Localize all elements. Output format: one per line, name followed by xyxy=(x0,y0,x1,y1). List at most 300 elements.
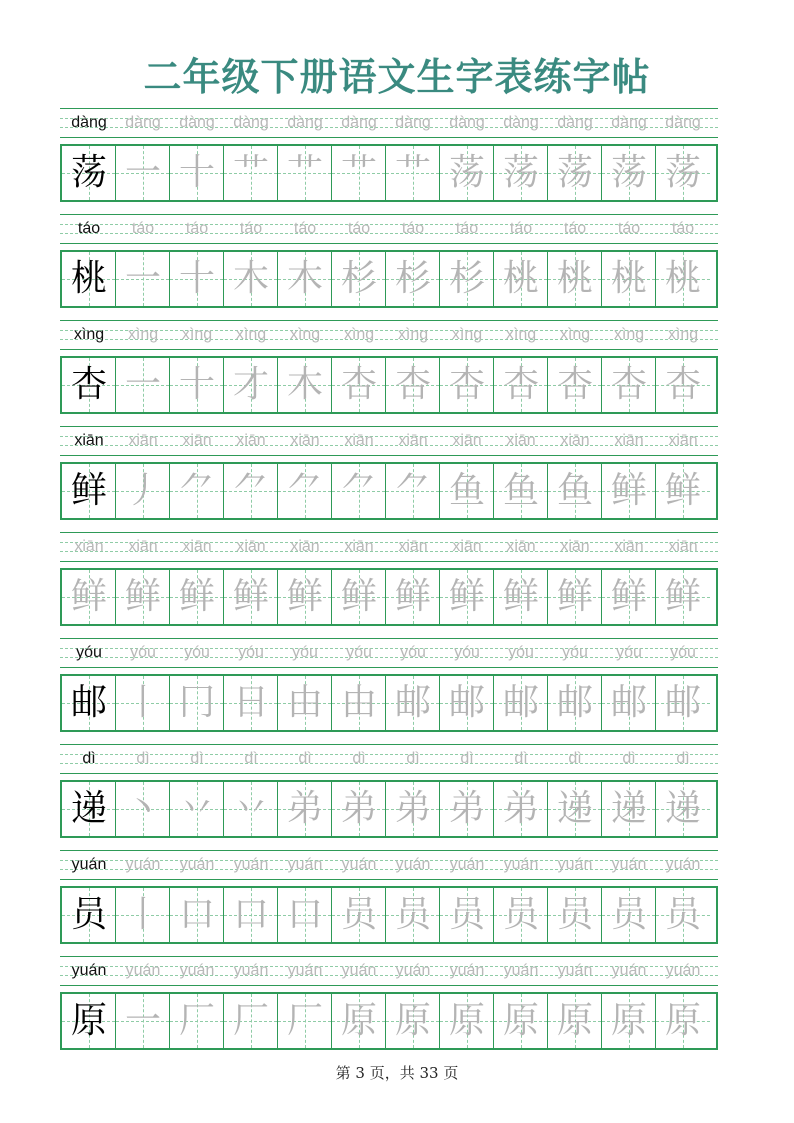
pinyin-trace: xiān xyxy=(74,538,104,555)
pinyin-trace: xiān xyxy=(398,432,428,449)
grid-cell[interactable] xyxy=(62,464,116,518)
grid-cell[interactable] xyxy=(386,888,440,942)
trace-character: 十 xyxy=(178,258,215,299)
trace-character: 原 xyxy=(502,1000,539,1041)
trace-character: 杉 xyxy=(394,258,431,299)
trace-character: 鱼 xyxy=(448,470,485,511)
pinyin-model: xiān xyxy=(74,432,104,449)
practice-row xyxy=(60,638,718,744)
grid-cell[interactable] xyxy=(494,358,548,412)
pinyin-trace: yuán xyxy=(665,856,701,873)
grid-cell[interactable] xyxy=(386,570,440,624)
grid-cell[interactable] xyxy=(170,570,224,624)
model-character: 荡 xyxy=(70,152,107,193)
grid-cell[interactable] xyxy=(494,994,548,1048)
grid-cell[interactable] xyxy=(548,782,602,836)
trace-character: 一 xyxy=(124,364,161,405)
tianzige-grid xyxy=(60,674,718,732)
practice-row xyxy=(60,532,718,638)
grid-cell[interactable] xyxy=(494,252,548,306)
trace-character: 厂 xyxy=(286,1000,323,1041)
pinyin-trace: dàng xyxy=(449,114,485,131)
pinyin-trace: yóu xyxy=(184,644,210,661)
trace-character: 荡 xyxy=(502,152,539,193)
trace-character: 杏 xyxy=(664,364,701,405)
pinyin-trace: yuán xyxy=(287,962,323,979)
grid-cell[interactable] xyxy=(332,464,386,518)
grid-cell[interactable] xyxy=(116,994,170,1048)
model-character: 原 xyxy=(70,1000,107,1041)
pinyin-trace: yuán xyxy=(233,856,269,873)
trace-character: 艹 xyxy=(286,152,323,193)
grid-cell[interactable] xyxy=(116,888,170,942)
grid-cell[interactable] xyxy=(62,994,116,1048)
grid-cell[interactable] xyxy=(62,252,116,306)
grid-cell[interactable] xyxy=(494,146,548,200)
grid-cell[interactable] xyxy=(602,358,656,412)
grid-cell[interactable] xyxy=(602,146,656,200)
trace-character: 递 xyxy=(664,788,701,829)
pinyin-trace: dì xyxy=(406,750,420,767)
trace-character: 冂 xyxy=(178,682,215,723)
trace-character: 杉 xyxy=(448,258,485,299)
pinyin-trace: yóu xyxy=(562,644,588,661)
grid-cell[interactable] xyxy=(440,146,494,200)
pinyin-trace: xiān xyxy=(128,538,158,555)
pinyin-trace: dàng xyxy=(503,114,539,131)
practice-row xyxy=(60,426,718,532)
pinyin-trace: xiān xyxy=(344,538,374,555)
grid-cell[interactable] xyxy=(602,252,656,306)
grid-cell[interactable] xyxy=(170,464,224,518)
pinyin-trace: táo xyxy=(671,220,695,237)
grid-cell[interactable] xyxy=(386,676,440,730)
trace-character: 十 xyxy=(178,152,215,193)
trace-character: 丨 xyxy=(124,682,161,723)
grid-cell[interactable] xyxy=(170,994,224,1048)
pinyin-trace: yóu xyxy=(454,644,480,661)
trace-character: 弟 xyxy=(394,788,431,829)
trace-character: 原 xyxy=(556,1000,593,1041)
pinyin-trace: dàng xyxy=(287,114,323,131)
pinyin-trace: xiān xyxy=(344,432,374,449)
model-character: 递 xyxy=(70,788,107,829)
trace-character: 邮 xyxy=(448,682,485,723)
pinyin-trace: táo xyxy=(131,220,155,237)
trace-character: 邮 xyxy=(610,682,647,723)
grid-cell[interactable] xyxy=(386,252,440,306)
pinyin-trace: yuán xyxy=(233,962,269,979)
pinyin-trace: xiān xyxy=(128,432,158,449)
pinyin-trace: yuán xyxy=(395,962,431,979)
trace-character: ⺈ xyxy=(178,470,215,511)
trace-character: 由 xyxy=(286,682,323,723)
grid-cell[interactable] xyxy=(440,464,494,518)
grid-cell[interactable] xyxy=(62,888,116,942)
model-character: 鲜 xyxy=(70,470,107,511)
grid-cell[interactable] xyxy=(656,676,710,730)
pinyin-trace: xìng xyxy=(343,326,375,343)
trace-character: 口 xyxy=(286,894,323,935)
grid-cell[interactable] xyxy=(656,358,710,412)
pinyin-trace: yóu xyxy=(346,644,372,661)
pinyin-trace: xìng xyxy=(397,326,429,343)
pinyin-band xyxy=(60,638,718,668)
grid-cell[interactable] xyxy=(332,358,386,412)
pinyin-trace: yuán xyxy=(179,856,215,873)
trace-character: 厂 xyxy=(232,1000,269,1041)
pinyin-trace: xiān xyxy=(614,538,644,555)
trace-character: 鲜 xyxy=(664,576,701,617)
pinyin-trace: yóu xyxy=(400,644,426,661)
pinyin-trace: dàng xyxy=(665,114,701,131)
grid-cell[interactable] xyxy=(386,358,440,412)
trace-character: 鱼 xyxy=(556,470,593,511)
pinyin-trace: yuán xyxy=(341,962,377,979)
grid-cell[interactable] xyxy=(332,676,386,730)
grid-cell[interactable] xyxy=(656,252,710,306)
trace-character: 递 xyxy=(610,788,647,829)
grid-cell[interactable] xyxy=(170,358,224,412)
pinyin-trace: táo xyxy=(563,220,587,237)
grid-cell[interactable] xyxy=(656,782,710,836)
grid-cell[interactable] xyxy=(224,252,278,306)
trace-character: 丿 xyxy=(124,470,161,511)
trace-character: 邮 xyxy=(394,682,431,723)
pinyin-trace: dì xyxy=(136,750,150,767)
pinyin-trace: xìng xyxy=(127,326,159,343)
trace-character: 原 xyxy=(610,1000,647,1041)
trace-character: 原 xyxy=(340,1000,377,1041)
pinyin-trace: yóu xyxy=(292,644,318,661)
trace-character: 桃 xyxy=(502,258,539,299)
trace-character: 由 xyxy=(340,682,377,723)
trace-character: 丷 xyxy=(178,788,215,829)
pinyin-trace: yuán xyxy=(395,856,431,873)
grid-cell[interactable] xyxy=(656,994,710,1048)
grid-cell[interactable] xyxy=(656,888,710,942)
trace-character: 鲜 xyxy=(394,576,431,617)
trace-character: 口 xyxy=(232,894,269,935)
grid-cell[interactable] xyxy=(224,676,278,730)
pinyin-trace: dàng xyxy=(125,114,161,131)
trace-character: 递 xyxy=(556,788,593,829)
grid-cell[interactable] xyxy=(116,358,170,412)
trace-character: 杏 xyxy=(610,364,647,405)
trace-character: 鲜 xyxy=(556,576,593,617)
trace-character: 邮 xyxy=(664,682,701,723)
grid-cell[interactable] xyxy=(494,570,548,624)
grid-cell[interactable] xyxy=(116,570,170,624)
trace-character: ⺈ xyxy=(394,470,431,511)
trace-character: 弟 xyxy=(502,788,539,829)
grid-cell[interactable] xyxy=(224,888,278,942)
grid-cell[interactable] xyxy=(116,146,170,200)
grid-cell[interactable] xyxy=(548,994,602,1048)
tianzige-grid xyxy=(60,886,718,944)
pinyin-trace: táo xyxy=(401,220,425,237)
grid-cell[interactable] xyxy=(224,994,278,1048)
grid-cell[interactable] xyxy=(224,358,278,412)
pinyin-trace: xiān xyxy=(668,538,698,555)
pinyin-trace: yuán xyxy=(449,856,485,873)
grid-cell[interactable] xyxy=(332,994,386,1048)
pinyin-band xyxy=(60,108,718,138)
grid-cell[interactable] xyxy=(494,888,548,942)
grid-cell[interactable] xyxy=(386,464,440,518)
trace-character: 员 xyxy=(340,894,377,935)
trace-character: 丶 xyxy=(124,788,161,829)
pinyin-model: yuán xyxy=(71,962,107,979)
pinyin-trace: yóu xyxy=(130,644,156,661)
pinyin-trace: xiān xyxy=(182,538,212,555)
trace-character: 丨 xyxy=(124,894,161,935)
pinyin-trace: yuán xyxy=(341,856,377,873)
pinyin-trace: xiān xyxy=(560,432,590,449)
trace-character: 原 xyxy=(664,1000,701,1041)
pinyin-trace: xiān xyxy=(236,538,266,555)
grid-cell[interactable] xyxy=(602,464,656,518)
grid-cell[interactable] xyxy=(278,888,332,942)
pinyin-trace: dì xyxy=(298,750,312,767)
pinyin-trace: xìng xyxy=(613,326,645,343)
pinyin-model: táo xyxy=(77,220,101,237)
grid-cell[interactable] xyxy=(548,146,602,200)
grid-cell[interactable] xyxy=(116,464,170,518)
grid-cell[interactable] xyxy=(332,888,386,942)
grid-cell[interactable] xyxy=(278,464,332,518)
grid-cell[interactable] xyxy=(656,570,710,624)
pinyin-trace: dì xyxy=(568,750,582,767)
grid-cell[interactable] xyxy=(278,994,332,1048)
grid-cell[interactable] xyxy=(386,146,440,200)
grid-cell[interactable] xyxy=(494,782,548,836)
pinyin-trace: xiān xyxy=(560,538,590,555)
grid-cell[interactable] xyxy=(440,676,494,730)
grid-cell[interactable] xyxy=(116,676,170,730)
grid-cell[interactable] xyxy=(224,146,278,200)
grid-cell[interactable] xyxy=(548,358,602,412)
grid-cell[interactable] xyxy=(116,252,170,306)
pinyin-trace: yuán xyxy=(611,856,647,873)
grid-cell[interactable] xyxy=(602,782,656,836)
model-character: 员 xyxy=(70,894,107,935)
grid-cell[interactable] xyxy=(602,570,656,624)
trace-character: 一 xyxy=(124,152,161,193)
trace-character: 员 xyxy=(556,894,593,935)
pinyin-trace: xìng xyxy=(181,326,213,343)
grid-cell[interactable] xyxy=(278,782,332,836)
grid-cell[interactable] xyxy=(332,782,386,836)
practice-row xyxy=(60,956,718,1062)
grid-cell[interactable] xyxy=(170,252,224,306)
grid-cell[interactable] xyxy=(494,676,548,730)
tianzige-grid xyxy=(60,462,718,520)
trace-character: 杏 xyxy=(448,364,485,405)
trace-character: 一 xyxy=(124,258,161,299)
trace-character: 桃 xyxy=(664,258,701,299)
pinyin-trace: táo xyxy=(455,220,479,237)
grid-cell[interactable] xyxy=(332,570,386,624)
grid-cell[interactable] xyxy=(602,888,656,942)
trace-character: 鲜 xyxy=(448,576,485,617)
pinyin-trace: dì xyxy=(244,750,258,767)
pinyin-model: yóu xyxy=(76,644,102,661)
pinyin-trace: dàng xyxy=(233,114,269,131)
trace-character: 一 xyxy=(124,1000,161,1041)
grid-cell[interactable] xyxy=(278,570,332,624)
pinyin-trace: yuán xyxy=(557,962,593,979)
grid-cell[interactable] xyxy=(332,252,386,306)
trace-character: 丷 xyxy=(232,788,269,829)
trace-character: 荡 xyxy=(610,152,647,193)
pinyin-trace: xiān xyxy=(182,432,212,449)
grid-cell[interactable] xyxy=(386,782,440,836)
grid-cell[interactable] xyxy=(548,888,602,942)
grid-cell[interactable] xyxy=(62,358,116,412)
trace-character: ⺈ xyxy=(286,470,323,511)
grid-cell[interactable] xyxy=(440,888,494,942)
pinyin-trace: yuán xyxy=(665,962,701,979)
grid-cell[interactable] xyxy=(278,676,332,730)
trace-character: 邮 xyxy=(556,682,593,723)
pinyin-band xyxy=(60,744,718,774)
trace-character: 弟 xyxy=(448,788,485,829)
trace-character: 十 xyxy=(178,364,215,405)
model-character: 邮 xyxy=(70,682,107,723)
grid-cell[interactable] xyxy=(116,782,170,836)
pinyin-trace: xiān xyxy=(398,538,428,555)
grid-cell[interactable] xyxy=(170,782,224,836)
trace-character: 杏 xyxy=(556,364,593,405)
grid-cell[interactable] xyxy=(386,994,440,1048)
grid-cell[interactable] xyxy=(332,146,386,200)
grid-cell[interactable] xyxy=(602,676,656,730)
grid-cell[interactable] xyxy=(440,782,494,836)
grid-cell[interactable] xyxy=(224,464,278,518)
practice-row xyxy=(60,108,718,214)
pinyin-model: dì xyxy=(82,750,96,767)
page-title: 二年级下册语文生字表练字帖 xyxy=(143,55,651,99)
grid-cell[interactable] xyxy=(440,570,494,624)
trace-character: 桃 xyxy=(610,258,647,299)
pinyin-trace: xiān xyxy=(236,432,266,449)
grid-cell[interactable] xyxy=(170,888,224,942)
pinyin-trace: xiān xyxy=(290,432,320,449)
grid-cell[interactable] xyxy=(62,570,116,624)
trace-character: 木 xyxy=(286,364,323,405)
grid-cell[interactable] xyxy=(548,570,602,624)
tianzige-grid xyxy=(60,356,718,414)
pinyin-trace: dì xyxy=(352,750,366,767)
grid-cell[interactable] xyxy=(224,570,278,624)
pinyin-model: dàng xyxy=(71,114,107,131)
grid-cell[interactable] xyxy=(224,782,278,836)
pinyin-trace: yóu xyxy=(670,644,696,661)
trace-character: 鲜 xyxy=(502,576,539,617)
pinyin-band xyxy=(60,532,718,562)
trace-character: ⺈ xyxy=(232,470,269,511)
grid-cell[interactable] xyxy=(548,464,602,518)
pinyin-band xyxy=(60,850,718,880)
pinyin-model: xìng xyxy=(73,326,105,343)
grid-cell[interactable] xyxy=(440,994,494,1048)
trace-character: 厂 xyxy=(178,1000,215,1041)
pinyin-trace: dì xyxy=(190,750,204,767)
trace-character: 鱼 xyxy=(502,470,539,511)
pinyin-trace: xìng xyxy=(667,326,699,343)
pinyin-trace: xiān xyxy=(668,432,698,449)
trace-character: 员 xyxy=(664,894,701,935)
grid-cell[interactable] xyxy=(656,146,710,200)
grid-cell[interactable] xyxy=(278,252,332,306)
tianzige-grid xyxy=(60,568,718,626)
trace-character: 才 xyxy=(232,364,269,405)
pinyin-trace: dàng xyxy=(557,114,593,131)
pinyin-trace: dì xyxy=(622,750,636,767)
pinyin-trace: xiān xyxy=(506,432,536,449)
grid-cell[interactable] xyxy=(278,358,332,412)
grid-cell[interactable] xyxy=(440,252,494,306)
grid-cell[interactable] xyxy=(62,676,116,730)
pinyin-trace: xiān xyxy=(506,538,536,555)
grid-cell[interactable] xyxy=(170,676,224,730)
grid-cell[interactable] xyxy=(548,252,602,306)
practice-row xyxy=(60,744,718,850)
grid-cell[interactable] xyxy=(278,146,332,200)
pinyin-trace: dì xyxy=(460,750,474,767)
trace-character: 艹 xyxy=(340,152,377,193)
pinyin-trace: xìng xyxy=(505,326,537,343)
trace-character: 杏 xyxy=(340,364,377,405)
model-character: 桃 xyxy=(70,258,107,299)
trace-character: 鲜 xyxy=(340,576,377,617)
trace-character: 鲜 xyxy=(178,576,215,617)
trace-character: 杏 xyxy=(502,364,539,405)
trace-character: 原 xyxy=(448,1000,485,1041)
grid-cell[interactable] xyxy=(170,146,224,200)
trace-character: 弟 xyxy=(340,788,377,829)
tianzige-grid xyxy=(60,780,718,838)
trace-character: 鲜 xyxy=(124,576,161,617)
trace-character: 荡 xyxy=(664,152,701,193)
pinyin-trace: táo xyxy=(293,220,317,237)
pinyin-trace: dàng xyxy=(611,114,647,131)
trace-character: 日 xyxy=(232,682,269,723)
practice-sheet xyxy=(60,108,718,1062)
grid-cell[interactable] xyxy=(62,782,116,836)
trace-character: 艹 xyxy=(232,152,269,193)
trace-character: 原 xyxy=(394,1000,431,1041)
grid-cell[interactable] xyxy=(548,676,602,730)
pinyin-trace: yóu xyxy=(238,644,264,661)
trace-character: 员 xyxy=(502,894,539,935)
grid-cell[interactable] xyxy=(440,358,494,412)
trace-character: 鲜 xyxy=(610,576,647,617)
grid-cell[interactable] xyxy=(602,994,656,1048)
trace-character: 鲜 xyxy=(232,576,269,617)
grid-cell[interactable] xyxy=(62,146,116,200)
trace-character: 木 xyxy=(232,258,269,299)
practice-row xyxy=(60,320,718,426)
trace-character: ⺈ xyxy=(340,470,377,511)
pinyin-trace: yóu xyxy=(508,644,534,661)
pinyin-trace: táo xyxy=(617,220,641,237)
pinyin-trace: dì xyxy=(676,750,690,767)
trace-character: 荡 xyxy=(556,152,593,193)
grid-cell[interactable] xyxy=(656,464,710,518)
grid-cell[interactable] xyxy=(494,464,548,518)
